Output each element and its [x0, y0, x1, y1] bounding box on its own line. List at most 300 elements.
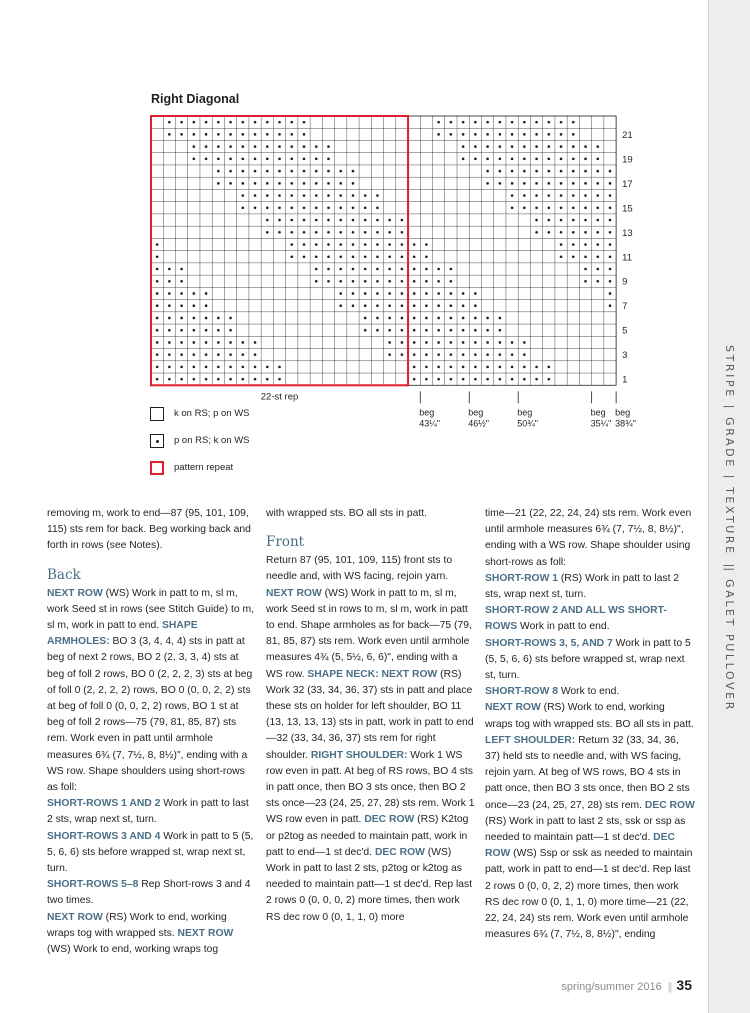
purl-stitch — [254, 378, 257, 381]
paragraph — [47, 586, 257, 797]
size-marker-beg: beg — [615, 407, 631, 418]
purl-stitch — [168, 121, 171, 124]
purl-stitch — [327, 219, 330, 222]
purl-stitch — [352, 219, 355, 222]
purl-stitch — [511, 145, 514, 148]
purl-stitch — [290, 170, 293, 173]
purl-stitch — [266, 207, 269, 210]
purl-stitch — [560, 182, 563, 185]
purl-stitch — [474, 145, 477, 148]
instruction-keyword: SHORT-ROWS 3, 5, AND 7 — [485, 637, 613, 649]
purl-stitch — [315, 243, 318, 246]
purl-stitch — [596, 255, 599, 258]
purl-stitch — [499, 378, 502, 381]
purl-stitch — [364, 219, 367, 222]
instruction-text: Work in patt to last 2 sts, wrap next st, turn. — [47, 798, 249, 826]
size-marker-width: 43¼" — [419, 418, 440, 429]
instruction-text: (WS) Work in patt to last 2 sts, p2tog or k2tog as needed to maintain patt—1 st dec'd. Rep last 2 rows 0 (0, 0, 0, 2) more times, then work RS dec row 0 (0, 1, 1, 0) more — [266, 846, 473, 923]
purl-stitch — [376, 194, 379, 197]
purl-stitch — [560, 121, 563, 124]
purl-stitch — [156, 304, 159, 307]
purl-stitch — [352, 170, 355, 173]
purl-stitch — [535, 158, 538, 161]
purl-stitch — [596, 219, 599, 222]
purl-stitch — [193, 353, 196, 356]
purl-stitch — [205, 292, 208, 295]
purl-stitch — [254, 194, 257, 197]
purl-stitch — [584, 145, 587, 148]
purl-stitch — [486, 353, 489, 356]
purl-stitch — [462, 366, 465, 369]
purl-stitch — [572, 219, 575, 222]
purl-stitch — [278, 231, 281, 234]
purl-stitch — [156, 280, 159, 283]
purl-stitch — [511, 182, 514, 185]
purl-stitch — [364, 329, 367, 332]
purl-stitch — [254, 366, 257, 369]
purl-stitch — [278, 158, 281, 161]
purl-stitch — [425, 243, 428, 246]
size-marker — [468, 391, 489, 428]
size-marker-width: 35¼" — [590, 418, 612, 429]
purl-stitch — [303, 194, 306, 197]
instruction-keyword: DEC ROW — [364, 814, 415, 826]
purl-stitch — [180, 353, 183, 356]
purl-stitch — [290, 207, 293, 210]
instruction-text: (RS) Work in patt to last 2 sts, wrap next st, turn. — [485, 572, 680, 601]
purl-stitch — [413, 341, 416, 344]
purl-stitch — [437, 133, 440, 136]
purl-stitch — [425, 366, 428, 369]
purl-stitch — [572, 243, 575, 246]
purl-stitch — [315, 207, 318, 210]
purl-stitch — [499, 133, 502, 136]
purl-stitch — [511, 353, 514, 356]
purl-stitch — [499, 145, 502, 148]
purl-stitch — [266, 231, 269, 234]
purl-stitch — [535, 182, 538, 185]
purl-stitch — [217, 353, 220, 356]
purl-stitch — [572, 158, 575, 161]
purl-stitch — [205, 158, 208, 161]
purl-stitch — [290, 219, 293, 222]
purl-stitch — [474, 133, 477, 136]
size-marker-width: 46½" — [468, 418, 489, 429]
instruction-keyword: SHORT-ROWS 1 AND 2 — [47, 798, 161, 810]
purl-stitch — [450, 121, 453, 124]
sidebar-grade: GRADE — [723, 417, 736, 469]
purl-stitch — [560, 207, 563, 210]
purl-stitch — [437, 304, 440, 307]
purl-stitch — [584, 255, 587, 258]
purl-stitch — [193, 341, 196, 344]
purl-stitch — [474, 341, 477, 344]
purl-stitch — [523, 182, 526, 185]
instruction-keyword: NEXT ROW — [47, 587, 103, 599]
instruction-keyword: NEXT ROW — [177, 927, 234, 939]
purl-stitch — [242, 182, 245, 185]
size-marker-beg: beg — [590, 407, 606, 418]
purl-stitch — [425, 292, 428, 295]
purl-stitch — [364, 255, 367, 258]
purl-stitch — [450, 268, 453, 271]
purl-stitch — [180, 292, 183, 295]
purl-stitch — [205, 317, 208, 320]
purl-stitch — [609, 243, 612, 246]
purl-stitch — [511, 158, 514, 161]
purl-stitch — [462, 133, 465, 136]
purl-stitch — [584, 158, 587, 161]
instruction-text: time—21 (22, 22, 24, 24) sts rem. Work even until armhole measures 6¾ (7, 7½, 8, 8½)", ending with a WS row. Shape shoulder using short-rows as foll: — [485, 508, 692, 568]
purl-stitch — [535, 207, 538, 210]
purl-stitch — [437, 366, 440, 369]
purl-stitch — [486, 133, 489, 136]
purl-stitch — [339, 255, 342, 258]
purl-stitch — [327, 170, 330, 173]
purl-stitch — [156, 317, 159, 320]
purl-stitch — [193, 317, 196, 320]
purl-stitch — [486, 158, 489, 161]
purl-stitch — [425, 268, 428, 271]
purl-stitch — [327, 182, 330, 185]
row-number: 11 — [622, 252, 632, 264]
purl-stitch — [193, 304, 196, 307]
purl-stitch — [413, 268, 416, 271]
purl-stitch — [388, 292, 391, 295]
purl-stitch — [242, 145, 245, 148]
purl-stitch — [401, 317, 404, 320]
purl-stitch — [609, 255, 612, 258]
purl-stitch — [462, 317, 465, 320]
purl-stitch — [254, 145, 257, 148]
purl-stitch — [217, 121, 220, 124]
purl-stitch — [450, 292, 453, 295]
purl-stitch — [266, 121, 269, 124]
instruction-text: (WS) Work in patt to m, sl m, work Seed st in rows (see Stitch Guide) to m, sl m, work in patt to end. — [47, 587, 254, 632]
purl-stitch — [511, 378, 514, 381]
purl-stitch — [315, 231, 318, 234]
purl-stitch — [486, 366, 489, 369]
purl-stitch — [156, 292, 159, 295]
purl-stitch — [425, 378, 428, 381]
purl-stitch — [584, 207, 587, 210]
purl-stitch — [376, 255, 379, 258]
purl-stitch — [205, 145, 208, 148]
purl-stitch — [254, 158, 257, 161]
purl-stitch — [217, 317, 220, 320]
purl-stitch — [401, 231, 404, 234]
purl-stitch — [278, 207, 281, 210]
purl-stitch — [180, 133, 183, 136]
instruction-keyword: RIGHT SHOULDER: — [310, 749, 408, 761]
purl-stitch — [535, 366, 538, 369]
purl-stitch — [548, 170, 551, 173]
purl-stitch — [303, 255, 306, 258]
purl-stitch — [499, 329, 502, 332]
purl-stitch — [462, 292, 465, 295]
purl-stitch — [352, 182, 355, 185]
purl-stitch — [401, 353, 404, 356]
purl-stitch — [609, 219, 612, 222]
purl-stitch — [352, 304, 355, 307]
purl-stitch — [205, 341, 208, 344]
purl-stitch — [193, 121, 196, 124]
purl-stitch — [413, 366, 416, 369]
purl-stitch — [560, 219, 563, 222]
purl-stitch — [511, 170, 514, 173]
purl-stitch — [278, 145, 281, 148]
purl-stitch — [193, 158, 196, 161]
purl-stitch — [450, 280, 453, 283]
purl-stitch — [572, 133, 575, 136]
purl-stitch — [535, 231, 538, 234]
paragraph — [485, 700, 695, 943]
page-footer: spring/summer 2016 || 35 — [561, 977, 692, 993]
row-number: 5 — [622, 325, 628, 337]
purl-stitch — [303, 133, 306, 136]
purl-stitch — [596, 231, 599, 234]
purl-stitch — [425, 341, 428, 344]
purl-stitch — [548, 158, 551, 161]
purl-stitch — [352, 231, 355, 234]
purl-stitch — [486, 378, 489, 381]
purl-stitch — [548, 121, 551, 124]
purl-stitch — [572, 145, 575, 148]
purl-stitch — [242, 207, 245, 210]
paragraph — [485, 636, 695, 685]
row-number: 7 — [622, 301, 628, 313]
purl-stitch — [315, 158, 318, 161]
instruction-keyword: LEFT SHOULDER: — [485, 734, 576, 746]
paragraph — [47, 506, 257, 555]
purl-stitch — [168, 304, 171, 307]
purl-stitch — [266, 182, 269, 185]
purl-stitch — [560, 133, 563, 136]
purl-stitch — [327, 243, 330, 246]
purl-stitch — [401, 304, 404, 307]
purl-stitch — [327, 268, 330, 271]
purl-stitch — [352, 268, 355, 271]
purl-stitch — [156, 341, 159, 344]
purl-stitch — [193, 378, 196, 381]
purl-stitch — [572, 170, 575, 173]
purl-stitch — [388, 243, 391, 246]
purl-stitch — [560, 170, 563, 173]
purl-stitch — [437, 378, 440, 381]
purl-stitch — [180, 121, 183, 124]
purl-stitch — [339, 304, 342, 307]
purl-stitch — [229, 158, 232, 161]
paragraph — [47, 796, 257, 828]
purl-stitch — [327, 255, 330, 258]
purl-stitch — [462, 353, 465, 356]
purl-stitch — [523, 145, 526, 148]
purl-stitch — [425, 317, 428, 320]
purl-stitch — [401, 243, 404, 246]
size-marker — [419, 391, 440, 428]
purl-stitch — [376, 231, 379, 234]
legend-knit-text: k on RS; p on WS — [174, 408, 250, 419]
purl-stitch — [462, 329, 465, 332]
purl-stitch — [413, 280, 416, 283]
purl-stitch — [364, 207, 367, 210]
purl-stitch — [229, 378, 232, 381]
purl-stitch — [584, 182, 587, 185]
purl-stitch — [254, 207, 257, 210]
purl-stitch — [548, 378, 551, 381]
purl-stitch — [548, 231, 551, 234]
purl-stitch — [584, 170, 587, 173]
purl-stitch — [596, 182, 599, 185]
purl-stitch — [450, 353, 453, 356]
purl-stitch — [339, 207, 342, 210]
purl-stitch — [548, 194, 551, 197]
purl-stitch — [523, 170, 526, 173]
purl-stitch — [303, 243, 306, 246]
purl-stitch — [609, 280, 612, 283]
purl-stitch — [315, 170, 318, 173]
repeat-box-icon — [150, 461, 164, 475]
purl-stitch — [266, 194, 269, 197]
paragraph — [47, 910, 257, 959]
purl-stitch — [584, 219, 587, 222]
purl-stitch — [193, 145, 196, 148]
purl-stitch — [278, 170, 281, 173]
purl-stitch — [401, 292, 404, 295]
purl-stitch — [168, 268, 171, 271]
size-marker — [517, 391, 538, 428]
purl-stitch — [462, 121, 465, 124]
purl-stitch — [535, 145, 538, 148]
purl-stitch — [499, 366, 502, 369]
purl-stitch — [156, 329, 159, 332]
purl-stitch — [180, 366, 183, 369]
purl-stitch — [413, 378, 416, 381]
instruction-keyword: DEC ROW — [374, 846, 425, 858]
purl-stitch — [290, 133, 293, 136]
purl-stitch — [572, 194, 575, 197]
purl-stitch — [339, 219, 342, 222]
purl-stitch — [290, 231, 293, 234]
purl-stitch — [376, 304, 379, 307]
purl-stitch — [217, 158, 220, 161]
purl-stitch — [388, 280, 391, 283]
purl-stitch — [425, 353, 428, 356]
instruction-keyword: SHORT-ROWS 5–8 — [47, 879, 139, 891]
purl-stitch — [254, 170, 257, 173]
instruction-keyword: SHAPE ARMHOLES: — [47, 620, 198, 648]
purl-stitch — [499, 341, 502, 344]
purl-stitch — [217, 170, 220, 173]
instruction-text: (WS) Work in patt to m, sl m, work Seed st in rows to m, sl m, work in patt to end. Shape armholes as for back—75 (79, 81, 85, 87) sts rem. Work even until armhole measures 4¾ (5, 5½, 6, 6)", ending with a WS row. — [266, 587, 472, 680]
purl-stitch — [376, 317, 379, 320]
purl-stitch — [401, 219, 404, 222]
purl-stitch — [242, 170, 245, 173]
paragraph — [485, 571, 695, 603]
purl-stitch — [290, 182, 293, 185]
purl-stitch — [315, 280, 318, 283]
purl-stitch — [511, 194, 514, 197]
purl-stitch — [413, 304, 416, 307]
purl-stitch — [303, 145, 306, 148]
instruction-text: (WS) Ssp or ssk as needed to maintain patt, work in patt to end—1 st dec'd. Rep last 2 rows 0 (0, 0, 2, 2) more times, then work RS dec row 0 (0, 1, 1, 0) more time—21 (22, 22, 24, 24) sts rem. Work even until armhole measures 6¾ (7, 7½, 8, 8½)", ending — [485, 848, 693, 941]
purl-stitch — [315, 194, 318, 197]
purl-stitch — [596, 268, 599, 271]
purl-stitch — [180, 378, 183, 381]
instruction-text: Return 87 (95, 101, 109, 115) front sts to needle and, with WS facing, rejoin yarn. — [266, 555, 453, 583]
purl-stitch — [474, 366, 477, 369]
purl-stitch — [523, 366, 526, 369]
purl-stitch — [609, 292, 612, 295]
section-heading: Front — [266, 534, 305, 551]
purl-stitch — [364, 292, 367, 295]
size-marker-width: 38¾" — [615, 418, 636, 429]
purl-stitch — [315, 255, 318, 258]
purl-stitch — [388, 329, 391, 332]
instruction-keyword: SHORT-ROW 2 AND ALL WS SHORT-ROWS — [485, 605, 667, 633]
purl-stitch — [609, 231, 612, 234]
purl-stitch — [242, 194, 245, 197]
purl-stitch — [499, 121, 502, 124]
purl-stitch — [156, 353, 159, 356]
purl-stitch — [266, 219, 269, 222]
paragraph — [266, 506, 476, 522]
purl-stitch — [388, 341, 391, 344]
purl-stitch — [450, 304, 453, 307]
purl-stitch — [266, 158, 269, 161]
purl-stitch — [535, 378, 538, 381]
purl-stitch — [193, 292, 196, 295]
purl-stitch — [193, 133, 196, 136]
row-number: 1 — [622, 374, 628, 386]
purl-stitch — [474, 353, 477, 356]
purl-stitch — [486, 341, 489, 344]
row-number: 3 — [622, 350, 628, 362]
purl-stitch — [229, 145, 232, 148]
purl-stitch — [401, 268, 404, 271]
purl-stitch — [229, 329, 232, 332]
purl-stitch — [413, 329, 416, 332]
instruction-keyword: SHORT-ROW 8 — [485, 686, 558, 698]
purl-stitch — [511, 121, 514, 124]
purl-stitch — [278, 194, 281, 197]
purl-stitch — [315, 268, 318, 271]
purl-stitch — [609, 207, 612, 210]
purl-stitch — [437, 317, 440, 320]
instruction-text: Return 32 (33, 34, 36, 37) held sts to needle and, with WS facing, rejoin yarn. At beg of WS rows, BO 4 sts in patt once, then BO 3 sts once, then BO 2 sts once—23 (24, 25, 27, 28) sts rem. — [485, 734, 690, 811]
legend-purl-text: p on RS; k on WS — [174, 435, 250, 446]
purl-stitch — [609, 268, 612, 271]
purl-stitch — [572, 207, 575, 210]
purl-stitch — [511, 366, 514, 369]
purl-stitch — [535, 133, 538, 136]
purl-stitch — [278, 378, 281, 381]
purl-stitch — [474, 378, 477, 381]
purl-stitch — [609, 182, 612, 185]
purl-stitch — [156, 366, 159, 369]
purl-stitch — [462, 378, 465, 381]
purl-stitch — [499, 182, 502, 185]
purl-stitch — [180, 317, 183, 320]
purl-stitch — [254, 341, 257, 344]
purl-stitch — [364, 304, 367, 307]
purl-stitch — [523, 194, 526, 197]
purl-stitch — [168, 366, 171, 369]
purl-stitch — [560, 243, 563, 246]
issue-label: spring/summer 2016 — [561, 981, 662, 993]
purl-stitch — [376, 280, 379, 283]
legend-repeat-text: pattern repeat — [174, 462, 234, 473]
